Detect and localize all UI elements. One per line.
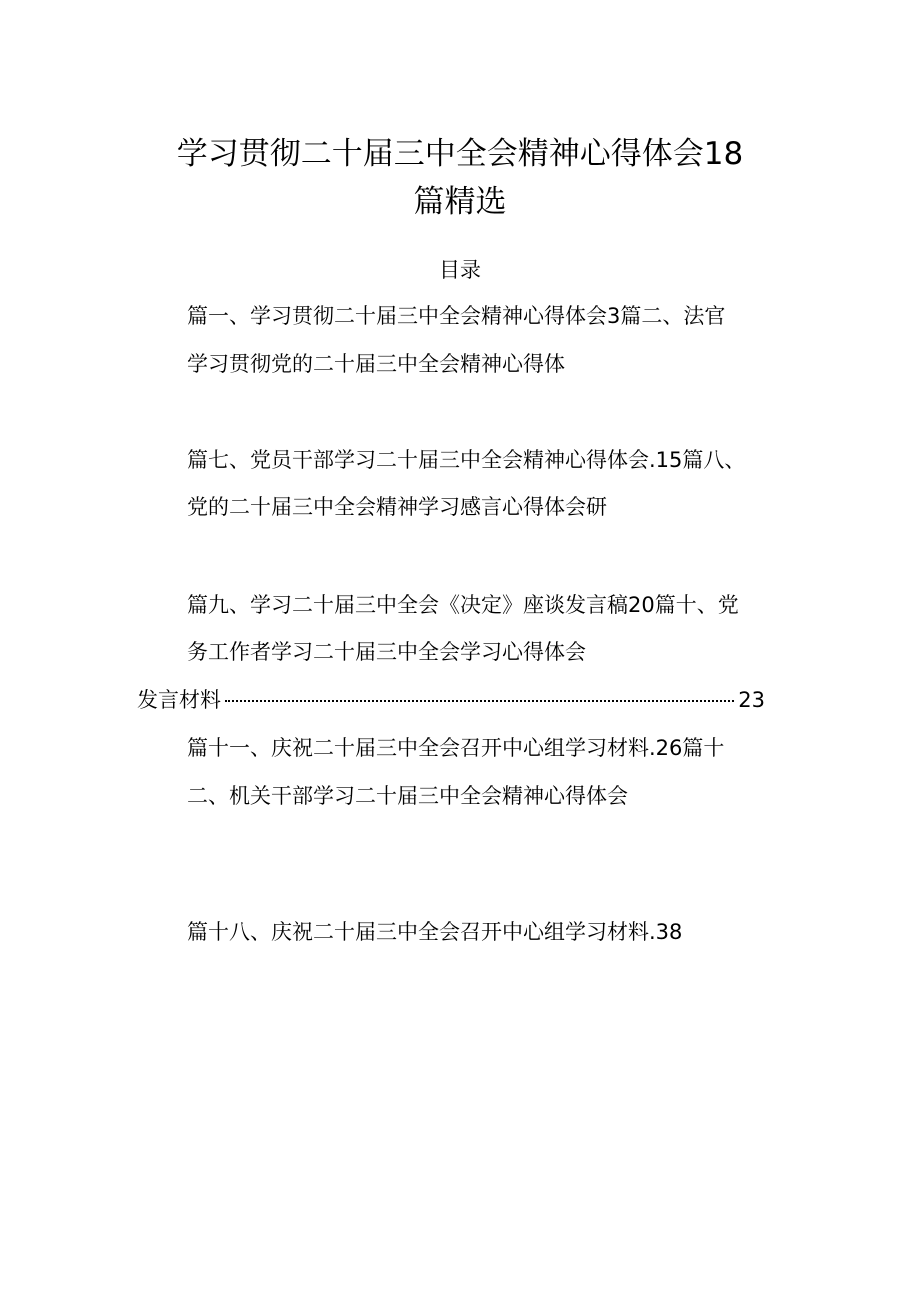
toc-entry-text: 发言材料 — [137, 688, 221, 712]
toc-line: 务工作者学习二十届三中全会学习心得体会 — [187, 640, 586, 664]
toc-line: 篇一、学习贯彻二十届三中全会精神心得体会3篇二、法官 — [187, 304, 726, 328]
toc-line: 学习贯彻党的二十届三中全会精神心得体 — [187, 352, 565, 376]
dot-leader — [225, 700, 734, 702]
toc-dotted-entry — [137, 686, 765, 714]
toc-entry-page: 23 — [738, 688, 765, 712]
toc-line: 篇九、学习二十届三中全会《决定》座谈发言稿20篇十、党 — [187, 593, 739, 617]
toc-line: 篇十八、庆祝二十届三中全会召开中心组学习材料.38 — [187, 920, 683, 944]
toc-heading: 目录 — [439, 258, 481, 282]
toc-line: 党的二十届三中全会精神学习感言心得体会研 — [187, 495, 607, 519]
toc-line: 二、机关干部学习二十届三中全会精神心得体会 — [187, 784, 628, 808]
toc-line: 篇十一、庆祝二十届三中全会召开中心组学习材料.26篇十 — [187, 736, 725, 760]
document-title-line-2: 篇精选 — [413, 184, 507, 220]
toc-line: 篇七、党员干部学习二十届三中全会精神心得体会.15篇八、 — [187, 448, 746, 472]
document-title-line-1: 学习贯彻二十届三中全会精神心得体会18 — [176, 136, 744, 172]
